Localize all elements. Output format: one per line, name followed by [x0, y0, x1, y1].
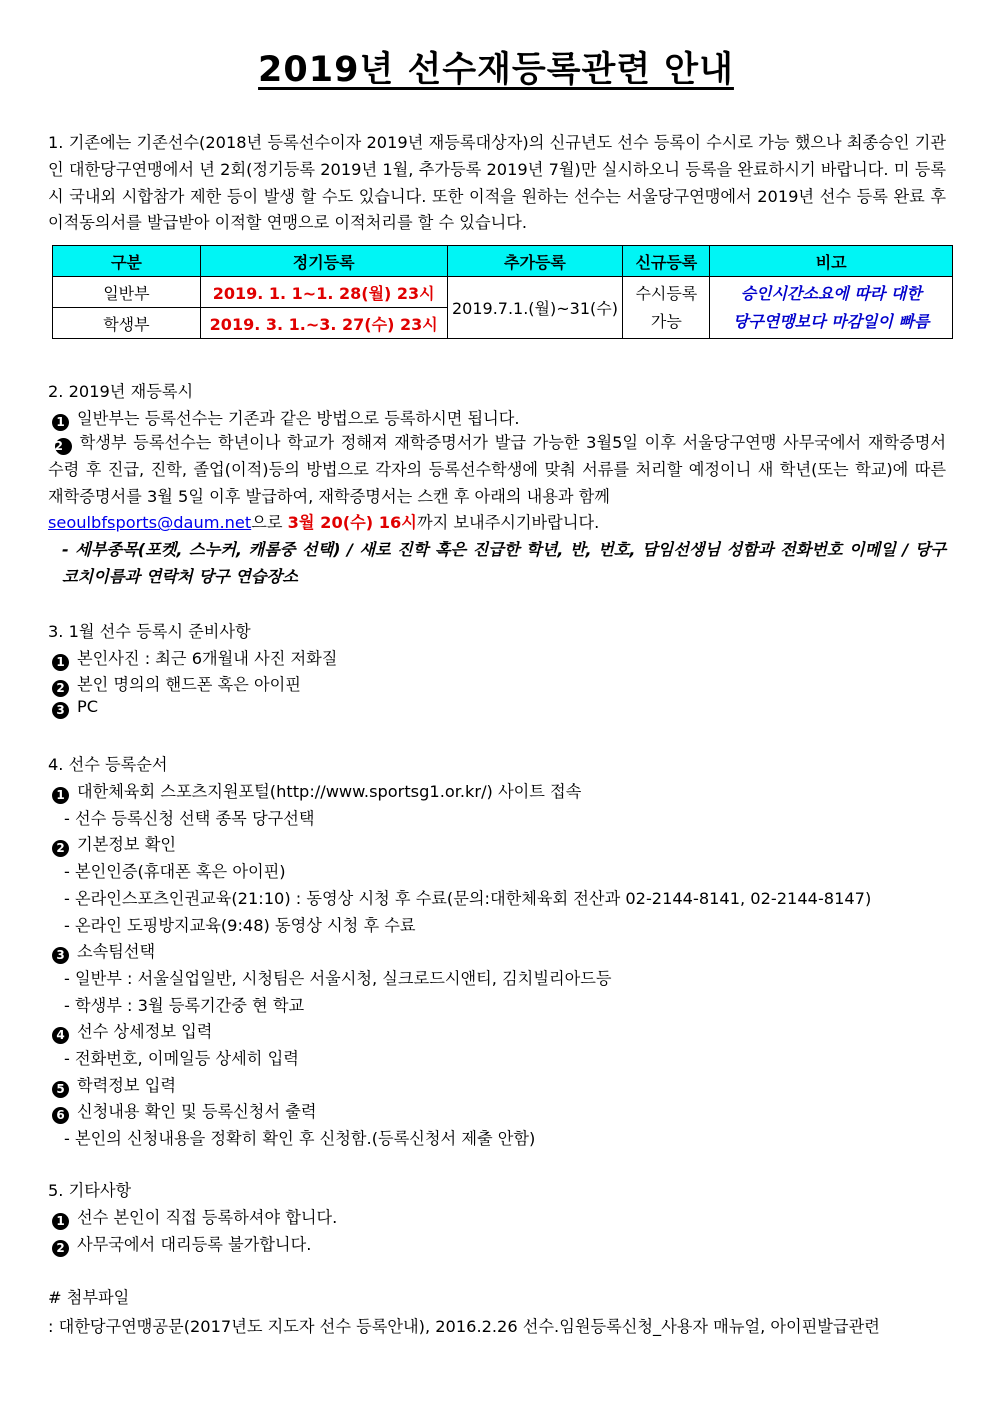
- list-item: [64, 805, 315, 829]
- section3-heading: 3. 1월 선수 등록시 준비사항: [48, 622, 251, 641]
- bullet-icon: 1: [52, 787, 69, 804]
- new-reg-line: 수시등록: [635, 283, 698, 303]
- item-text: 학력정보 입력: [77, 1075, 176, 1095]
- section2-heading: 2. 2019년 재등록시: [48, 382, 194, 401]
- list-item: [52, 831, 176, 857]
- registration-table: [52, 245, 953, 339]
- list-item: [52, 1018, 212, 1044]
- table-header-row: [53, 246, 953, 277]
- list-item: [52, 671, 301, 697]
- list-item: [52, 1098, 317, 1124]
- section5-heading: 5. 기타사항: [48, 1181, 132, 1200]
- item-text: - 학생부 : 3월 등록기간중 현 학교: [64, 995, 305, 1015]
- section4-heading: 4. 선수 등록순서: [48, 755, 168, 774]
- item-text: 선수 상세정보 입력: [77, 1022, 213, 1042]
- item-text: 기본정보 확인: [77, 835, 176, 855]
- section2-item2: [48, 430, 946, 537]
- list-item: [52, 645, 337, 671]
- new-reg-line: 가능: [650, 311, 682, 331]
- table-header: 신규등록: [623, 246, 710, 277]
- list-item: [64, 1045, 299, 1069]
- table-cell-regular: 2019. 1. 1~1. 28(월) 23시: [200, 277, 447, 308]
- table-cell-regular: 2019. 3. 1.~3. 27(수) 23시: [200, 308, 447, 339]
- table-cell-additional: 2019.7.1.(월)~31(수): [447, 277, 623, 339]
- table-header: 추가등록: [447, 246, 623, 277]
- email-suffix: 으로: [251, 513, 283, 533]
- table-header: 정기등록: [200, 246, 447, 277]
- item-text: 대한체육회 스포츠지원포털(http://www.sportsg1.or.kr/) 사이트 접속: [77, 782, 582, 801]
- item-text: - 본인인증(휴대폰 혹은 아이핀): [64, 862, 286, 882]
- note-line: 승인시간소요에 따라 대한: [740, 283, 922, 303]
- item-text: 선수 본인이 직접 등록하셔야 합니다.: [77, 1208, 338, 1227]
- deadline-suffix: 까지 보내주시기바랍니다.: [416, 513, 600, 533]
- item-text: 본인 명의의 핸드폰 혹은 아이핀: [77, 675, 301, 694]
- bullet-icon: 6: [52, 1107, 69, 1124]
- bullet-icon: 2: [55, 438, 72, 455]
- email-link[interactable]: seoulbfsports@daum.net: [48, 513, 252, 533]
- section1-paragraph: 1. 기존에는 기존선수(2018년 등록선수이자 2019년 재등록대상자)의 신규년도 선수 등록이 수시로 가능 했으나 최종승인 기관인 대한당구연맹에서 년 2회(정기등록 2019년 1월, 추가등록 2019년 7월)만 실시하오니 등록을 완료하시기 바랍니다. 미 등록시 국내외 시합참가 제한 등이 발생 할 수도 있습니다. 또한 이적을 원하는 선수는 서울당구연맹에서 2019년 선수 등록 완료 후 이적동의서를 발급받아 이적할 연맹으로 이적처리를 할 수 있습니다.: [48, 133, 946, 233]
- table-row: [53, 277, 953, 308]
- list-item: [64, 858, 286, 882]
- item-text: 일반부는 등록선수는 기존과 같은 방법으로 등록하시면 됩니다.: [77, 409, 520, 428]
- table-header: 비고: [710, 246, 953, 277]
- list-item: [52, 1072, 176, 1098]
- bullet-icon: 1: [52, 1213, 69, 1230]
- note-line: 당구연맹보다 마감일이 빠름: [732, 311, 930, 331]
- deadline-text: 3월 20(수) 16시: [287, 513, 417, 533]
- list-item: [52, 697, 98, 719]
- bullet-icon: 2: [52, 840, 69, 857]
- attachments-heading: # 첨부파일: [48, 1288, 130, 1307]
- bullet-icon: 3: [52, 702, 69, 719]
- bullet-icon: 4: [52, 1027, 69, 1044]
- item-text: 소속팀선택: [77, 942, 156, 962]
- list-item: [64, 965, 612, 989]
- list-item: [64, 992, 304, 1016]
- table-cell-note: [710, 277, 953, 339]
- item-text: 본인사진 : 최근 6개월내 사진 저화질: [77, 649, 338, 668]
- item-text: - 본인의 신청내용을 정확히 확인 후 신청함.(등록신청서 제출 안함): [64, 1129, 536, 1149]
- list-item: [64, 885, 871, 909]
- item-text: - 온라인 도핑방지교육(9:48) 동영상 시청 후 수료: [64, 915, 416, 935]
- item-text: PC: [77, 697, 99, 716]
- item-text: - 선수 등록신청 선택 종목 당구선택: [64, 808, 315, 828]
- table-header: 구분: [53, 246, 201, 277]
- item-text: 사무국에서 대리등록 불가합니다.: [77, 1235, 312, 1254]
- list-item: [52, 1231, 311, 1257]
- item-text: 신청내용 확인 및 등록신청서 출력: [77, 1102, 317, 1122]
- bullet-icon: 3: [52, 947, 69, 964]
- list-item: [52, 938, 155, 964]
- list-item: [52, 778, 581, 804]
- bullet-icon: 2: [52, 680, 69, 697]
- section2-item1: [52, 405, 520, 431]
- item-text: - 일반부 : 서울실업일반, 시청팀은 서울시청, 실크로드시앤티, 김치빌리아드등: [64, 968, 612, 988]
- item-text: - 전화번호, 이메일등 상세히 입력: [64, 1049, 299, 1068]
- list-item: [64, 1125, 535, 1149]
- list-item: [52, 1204, 337, 1230]
- attachments-text: : 대한당구연맹공문(2017년도 지도자 선수 등록안내), 2016.2.26 선수.임원등록신청_사용자 매뉴얼, 아이핀발급관련: [48, 1317, 880, 1336]
- table-cell-new: [623, 277, 710, 339]
- bullet-icon: 1: [52, 654, 69, 671]
- bullet-icon: 5: [52, 1081, 69, 1098]
- table-cell-category: 일반부: [53, 277, 201, 308]
- item-text: - 온라인스포츠인권교육(21:10) : 동영상 시청 후 수료(문의:대한체육회 전산과 02-2144-8141, 02-2144-8147): [64, 888, 872, 908]
- bullet-icon: 1: [52, 414, 69, 431]
- bullet-icon: 2: [52, 1240, 69, 1257]
- table-cell-category: 학생부: [53, 308, 201, 339]
- section2-detail: - 세부종목(포켓, 스누커, 캐롬중 선택) / 새로 진학 혹은 진급한 학년, 반, 번호, 담임선생님 성함과 전화번호 이메일 / 당구 코치이름과 연락처 당구 연습장소: [62, 540, 946, 586]
- item-text: 학생부 등록선수는 학년이나 학교가 정해져 재학증명서가 발급 가능한 3월5일 이후 서울당구연맹 사무국에서 재학증명서 수령 후 진급, 진학, 졸업(이적)등의 방법으로 각자의 등록선수학생에 맞춰 서류를 처리할 예정이니 새 학년(또는 학교)에 따른 재학증명서를 3월 5일 이후 발급하여, 재학증명서는 스캔 후 아래의 내용과 함께: [48, 433, 946, 506]
- list-item: [64, 912, 416, 936]
- page-title: 2019년 선수재등록관련 안내: [258, 50, 734, 90]
